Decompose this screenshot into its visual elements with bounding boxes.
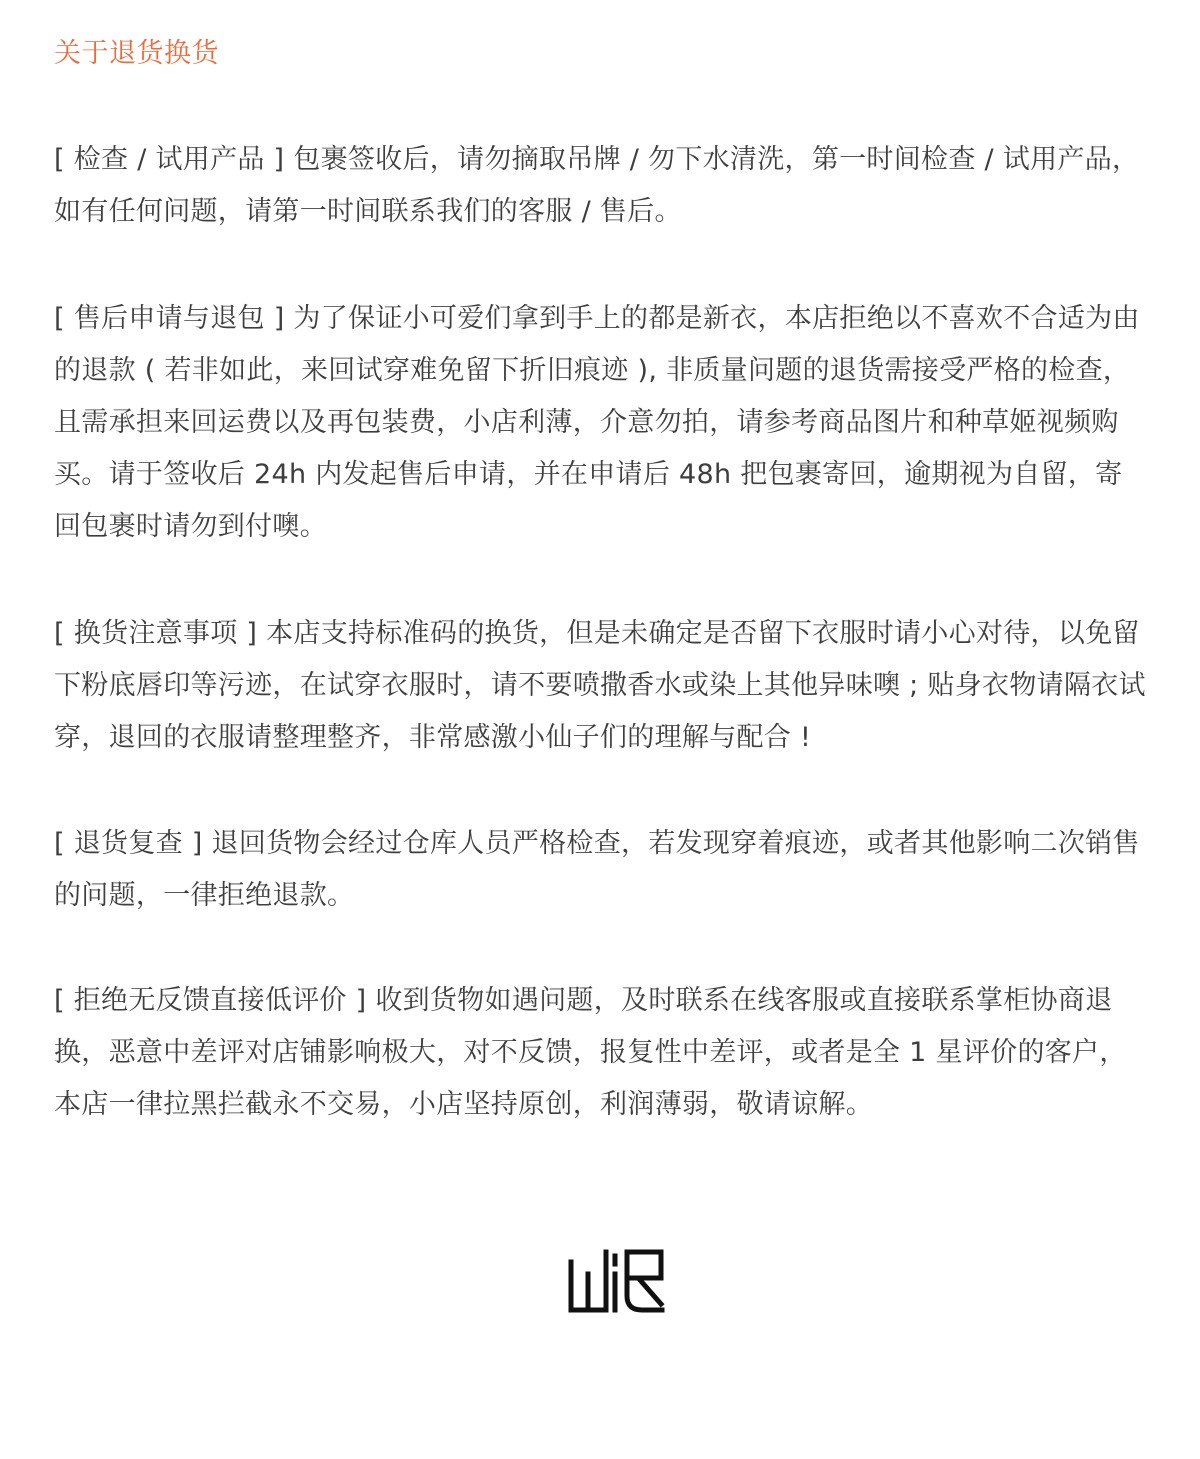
brand-logo-icon <box>566 1244 666 1316</box>
section-inspect-trial: [ 检查 / 试用产品 ] 包裹签收后，请勿摘取吊牌 / 勿下水清洗，第一时间检查 / 试用产品，如有任何问题，请第一时间联系我们的客服 / 售后。 <box>54 144 1140 227</box>
section-exchange-notes: [ 换货注意事项 ] 本店支持标准码的换货，但是未确定是否留下衣服时请小心对待，以免留下粉底唇印等污迹，在试穿衣服时，请不要喷撒香水或染上其他异味噢 ; 贴身衣物请隔衣试穿，退回的衣服请整理整齐，非常感激小仙子们的理解与配合 ! <box>54 618 1146 753</box>
section-return-recheck: [ 退货复查 ] 退回货物会经过仓库人员严格检查，若发现穿着痕迹，或者其他影响二次销售的问题，一律拒绝退款。 <box>54 828 1140 911</box>
page-title: 关于退货换货 <box>54 38 219 69</box>
section-no-feedback-low-rating: [ 拒绝无反馈直接低评价 ] 收到货物如遇问题，及时联系在线客服或直接联系掌柜协商退换，恶意中差评对店铺影响极大，对不反馈，报复性中差评，或者是全 1 星评价的客户，本店一律拉黑拦截永不交易，小店坚持原创，利润薄弱，敬请谅解。 <box>54 985 1127 1120</box>
section-after-sales-return: [ 售后申请与退包 ] 为了保证小可爱们拿到手上的都是新衣，本店拒绝以不喜欢不合适为由的退款 ( 若非如此，来回试穿难免留下折旧痕迹 ), 非质量问题的退货需接受严格的检查，且需承担来回运费以及再包装费，小店利薄，介意勿拍，请参考商品图片和种草姬视频购买。请于签收后 24h 内发起售后申请，并在申请后 48h 把包裹寄回，逾期视为自留，寄回包裹时请勿到付噢。 <box>54 303 1140 542</box>
